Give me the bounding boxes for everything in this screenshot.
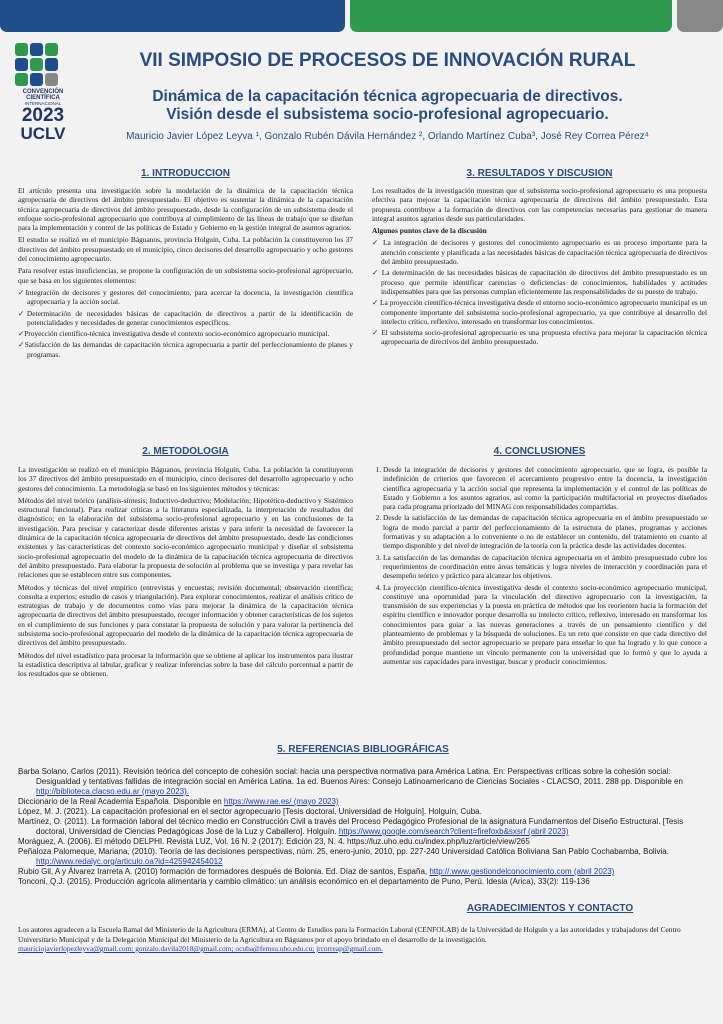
authors: Mauricio Javier López Leyva ¹, Gonzalo Rubén Dávila Hernández ², Orlando Martínez Cuba³, José Rey Correa Pérez⁴ (126, 131, 649, 142)
results-heading: 3. RESULTADOS Y DISCUSION (466, 168, 613, 179)
conclusions-list (372, 465, 707, 666)
methods-paragraph: Métodos del nivel estadístico para procesar la información que se obtiene al aplicar los instrumentos para ilustrar la estadística descriptiva al tabular, graficar y realizar inferencias sobre la base del cálculo porcentual a partir de los resultados que se obtienen. (18, 650, 353, 679)
reference-item: Barba Solano, Carlos (2011). Revisión teórica del concepto de cohesión social: hacia una perspectiva normativa para América Latina. En: Perspectivas críticas sobre la cohesión social: Desigualdad y tentativas fallidas de integración social en América Latina. 1a ed. Buenos Aires: Consejo Latinoamericano de Ciencias Sociales - CLACSO, 2011. 288 pp. Disponible en http://biblioteca.clacso.edu.ar (mayo 2023). (18, 767, 683, 796)
list-item: ✓Integración de decisores y gestores del conocimiento, para acercar la docencia, la investigación científica agropecuaria y la acción social. (18, 287, 353, 307)
reference-item: Moráguez, A. (2006). El método DELPHI. Revista LUZ, Vol. 16 N. 2 (2017): Edición 23, N. 4. https://luz.uho.edu.cu/index.php/luz/article/view/265 (18, 837, 530, 846)
conclusions-heading: 4. CONCLUSIONES (493, 446, 586, 457)
results-list (372, 238, 707, 346)
acknowledgements-heading: AGRADECIMIENTOS Y CONTACTO (466, 903, 634, 914)
reference-item: Peñaloza Palomeque, Mariana, (2010). Teoría de las decisiones perspectivas, núm. 25, enero-junio, 2010, pp. 227-240 Universidad Católica Boliviana San Pablo Cochabamba, Bolivia. http://www.redalyc.org/articulo.oa?id=425942454012 (18, 847, 669, 866)
methods-paragraph: Métodos y técnicas del nivel empírico (entrevistas y encuestas; revisión documental; observación científica; consulta a expertos; estudio de casos y triangulación). Para explorar conocimientos, realizar el análisis crítico de estrategias de trabajo y de documentos como vías para mejorar la dinámica de la capacitación técnica agropecuaria de directivos del ámbito presupuestado, recoger información y obtener características de los sujetos en el cumplimiento de sus funciones y para constatar la propuesta de solución y para valorar la pertinencia del subsistema socio-profesional agropecuario del modelo de la dinámica de la capacitación técnica agropecuaria de directivos del ámbito presupuestado. (18, 582, 353, 648)
reference-item: Rubio Gil, A y Álvarez Irarreta A. (2010) formación de formadores después de Bolonia. Ed. Díaz de santos, España, http://.www.gestiondelconocimiento.com (abril 2023) (18, 867, 615, 876)
logo-line1: CONVENCIÓN (22, 89, 64, 95)
intro-heading: 1. INTRODUCCION (141, 168, 230, 179)
conference-logo (14, 42, 72, 142)
intro-paragraph: El estudio se realizó en el municipio Báguanos, provincia Holguín, Cuba. La población la constituyeron los 37 directivos del ámbito presupuestado en el municipio, cinco decisores del desarrollo agropecuario y ocho gestores del conocimiento agropecuario. (18, 235, 353, 264)
poster-subtitle (80, 88, 695, 124)
reference-link[interactable]: https://www.google.com/search?client=firefoxb&sxsrf (abril 2023) (338, 827, 569, 836)
reference-link[interactable]: http://www.redalyc.org/articulo.oa?id=425942454012 (36, 857, 223, 866)
acknowledgements-text: Los autores agradecen a la Escuela Ramal del Ministerio de la Agricultura (ERMA), al Centro de Estudios para la Formación Laboral (CENFOLAB) de la Universidad de Holguín y a las autoridades y trabajadores del Centro Universitario Municipal y de la Delegación Municipal del Ministerio de la Agricultura en Báguanos por el apoyo brindado en el desarrollo de la investigación. (18, 925, 681, 944)
poster-title: VII SIMPOSIO DE PROCESOS DE INNOVACIÓN RURAL (139, 50, 636, 71)
list-item: 3. La satisfacción de las demandas de capacitación técnica agropecuaria en el ámbito presupuestado cubre los requerimientos de coordinación entre áreas temáticas y logra niveles de interacción y coordinación para el desempeño teórico y práctico para alcanzar los objetivos. (383, 553, 707, 581)
logo-line2: CIENTÍFICA (26, 95, 60, 101)
references-list (18, 767, 708, 887)
contact-emails[interactable]: mauriciojavierlopezleyva@gmail.com; gonzalo.davila2018@gmail.com; ocuba@femsu.uho.edu.cu; jrcorreap@gmail.com. (18, 944, 383, 953)
list-item: 4. La proyección científico-técnica investigativa desde el contexto socio-económico agropecuario municipal, constituye una oportunidad para la vinculación del directivo agropecuario con la investigación, la transmisión de sus experiencias y la puesta en práctica de métodos que los reorienten hacia la formación del espíritu científico e innovador porque desarrolla su intelecto crítico, reflexivo, interesado en transformar los conocimientos para guiar a las nuevas generaciones a través de un pensamiento científico y del planteamiento de problemas y la búsqueda de soluciones. Es un reto que consiste en que cada directivo del ámbito presupuestado del sector agropecuario se prepare para enseñar lo que ha logrado y lo que conoce a profundidad porque mantiene un vínculo permanente con la universidad que lo formó y que lo ayuda a aumentar sus capacidades para investigar, buscar y producir conocimientos. (383, 583, 707, 667)
methods-paragraph: Métodos del nivel teórico (análisis-síntesis; Inductivo-deductivo; Modelación; Hipotético-deductivo y Sistémico estructural funcional). Para realizar críticas a la literatura especializada, la interpretación de resultados del diagnóstico; en la elaboración del subsistema socio-profesional agropecuario y en las conclusiones de la investigación. Para precisar y caracterizar desde diferentes aristas y para inferir la necesidad de favorecer la dinámica de la capacitación técnica agropecuaria de directivos del ámbito presupuestado, desde las condiciones existentes y las características del contexto socio-económico agropecuario municipal y diseñar el subsistema socio-profesional agropecuario del modelo de la dinámica de la capacitación técnica agropecuaria de directivos del ámbito presupuestado. Para elaborar la propuesta de solución al problema que se investiga y para revelar las relaciones que se establecen entre sus componentes. (18, 495, 353, 580)
list-item: ✓Proyección científico-técnica investigativa desde el contexto socio-económico agropecuario municipal. (18, 329, 330, 339)
conclusions-body (372, 465, 707, 668)
list-item: 2. Desde la satisfacción de las demandas de capacitación técnica agropecuaria en el ámbito presupuestado se logra de modo parcial a partir del perfeccionamiento de la estructura de planes, programas y acciones formativas y su adaptación a lo conveniente o no de establecer un contenido, del tratamiento en cuanto al tiempo disponible y del nivel de integración de la teoría con la práctica desde las actividades docentes. (383, 513, 707, 550)
reference-item: Martínez, O. (2011). La formación laboral del técnico medio en Construcción Civil a través del Proceso Pedagógico Profesional de la asignatura Fundamentos del Diseño Estructural. [Tesis doctoral, Universidad de Ciencias Pedagógicas José de la Luz y Caballero]. Holguín. https://www.google.com/search?client=firefoxb&sxsrf (abril 2023) (18, 817, 684, 836)
reference-item: Tonconi, Q.J. (2015). Producción agrícola alimentaria y cambio climático: un análisis económico en el departamento de Puno, Perú. Idesia (Arica), 33(2): 119-136 (18, 877, 590, 886)
list-item: 1. Desde la integración de decisores y gestores del conocimiento agropecuario, que se logra, es posible la indefinición de criterios que favorecen el acercamiento progresivo entre la docencia, la investigación científica agropecuaria y la acción social que representa la implementación y el control de las políticas de Estado y Gobierno a los asuntos agrarios, así como la participación multifactorial en proyectos diseñados para cada programa priorizado del MINAG con responsabilidades compartidas. (383, 465, 707, 511)
reference-link[interactable]: https://www.rae.es/ (mayo 2023) (223, 797, 339, 806)
list-item: ✓ La determinación de las necesidades básicas de capacitación de directivos del ámbito presupuestado es un proceso que permite identificar carencias o deficiencias de conocimientos, habilidades y actitudes indispensables para que las personas cumplan eficientemente las responsabilidades de su puesto de trabajo. (372, 268, 707, 296)
results-key-heading: Algunos puntos clave de la discusión (372, 226, 487, 236)
acknowledgements-body (18, 925, 708, 954)
reference-item: Diccionario de la Real Academia Española. Disponible en https://www.rae.es/ (mayo 2023) (18, 797, 339, 806)
results-body (372, 186, 707, 349)
reference-item: López, M. J. (2021). La capacitación profesional en el sector agropecuario [Tesis doctoral, Universidad de Holguín]. Holguín, Cuba. (18, 807, 482, 816)
subtitle-line1: Dinámica de la capacitación técnica agropecuaria de directivos. (152, 88, 623, 105)
methods-paragraph: La investigación se realizó en el municipio Báguanos, provincia Holguín, Cuba. La población la constituyeron los 37 directivos del ámbito presupuestado en el municipio, cinco decisores del desarrollo agropecuario y ocho gestores del conocimiento. La metodología se basó en los siguientes métodos y técnicas: (18, 465, 353, 493)
logo-org: UCLV (20, 124, 66, 143)
logo-year: 2023 (21, 105, 65, 126)
references-heading: 5. REFERENCIAS BIBLIOGRÁFICAS (277, 744, 449, 755)
reference-link[interactable]: http://.www.gestiondelconocimiento.com (abril 2023) (429, 867, 615, 876)
list-item: ✓Satisfacción de las demandas de capacitación técnica agropecuaria a partir del perfeccionamiento de planes y programas. (18, 340, 353, 359)
intro-list (18, 288, 353, 359)
methods-body (18, 465, 353, 682)
list-item: ✓ La integración de decisores y gestores del conocimiento agropecuario es un proceso importante para la atención consciente y planificada a las necesidades básicas de capacitación técnica agropecuaria de directivos del ámbito presupuestado. (372, 238, 707, 267)
reference-link[interactable]: http://biblioteca.clacso.edu.ar (mayo 2023). (36, 787, 189, 796)
intro-body (18, 186, 353, 361)
top-bar-gray (677, 0, 723, 32)
list-item: ✓Determinación de necesidades básicas de capacitación de directivos a partir de la identificación de potencialidades y necesidades de generar conocimientos específicos. (18, 308, 353, 327)
top-bar-blue (0, 0, 345, 32)
logo-line3: INTERNACIONAL (24, 101, 62, 106)
results-paragraph: Los resultados de la investigación muestran que el subsistema socio-profesional agropecuario es una propuesta efectiva para mejorar la capacitación técnica agropecuaria de directivos del ámbito presupuestado. Esta propuesta contribuye a la formación de directivos con las competencias necesarias para gestionar de manera integral asuntos agrarios desde sus particularidades. (372, 186, 707, 223)
methods-heading: 2. METODOLOGIA (142, 446, 229, 457)
list-item: ✓ La proyección científico-técnica investigativa desde el entorno socio-económico agropecuario municipal es un componente importante del subsistema socio-profesional agropecuario, ya que contribuye al desarrollo del intelecto crítico, reflexivo, interesado en transformar los conocimientos. (372, 298, 707, 326)
subtitle-line2: Visión desde el subsistema socio-profesional agropecuario. (166, 106, 609, 123)
intro-paragraph: Para resolver estas insuficiencias, se propone la configuración de un subsistema socio-profesional agropecuario, que se basa en los siguientes elementos: (18, 266, 353, 285)
list-item: ✓ El subsistema socio-profesional agropecuario es una propuesta efectiva para mejorar la capacitación técnica agropecuaria de directivos del ámbito presupuestado. (372, 328, 707, 347)
top-bar-green (350, 0, 672, 32)
intro-paragraph: El artículo presenta una investigación sobre la modelación de la dinámica de la capacitación técnica agropecuaria de directivos del ámbito presupuestado. El objetivo es sustentar la dinámica de la capacitación técnica agropecuaria de directivos del ámbito presupuestado, desde la configuración de un subsistema desde el enfoque socio-profesional agropecuario que contribuya al cumplimiento de las líneas de trabajo que se diseñan para la implementación y control de las políticas de Estado y Gobierno en la gestión integral de asuntos agrarios. (18, 186, 353, 233)
